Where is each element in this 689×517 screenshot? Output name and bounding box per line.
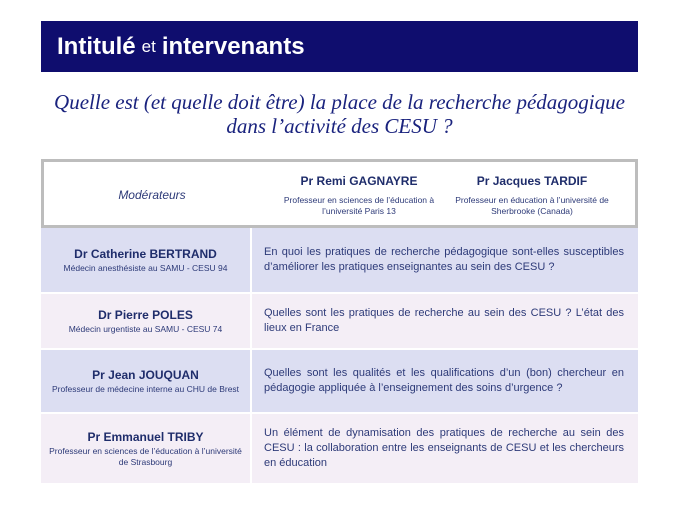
moderators-box <box>41 159 638 228</box>
speaker-role: Professeur de médecine interne au CHU de Brest <box>51 383 240 394</box>
speaker-name: Dr Pierre POLES <box>98 307 193 322</box>
speaker-row <box>41 414 638 485</box>
moderator-name: Pr Jacques TARDIF <box>476 174 588 188</box>
speaker-cell <box>41 414 252 483</box>
moderators-label: Modérateurs <box>118 188 186 202</box>
moderator-2 <box>442 174 622 217</box>
speaker-topic: Quelles sont les pratiques de recherche au sein des CESU ? L’état des lieux en France <box>264 307 624 334</box>
slide-header <box>41 21 638 72</box>
speaker-name: Dr Catherine BERTRAND <box>74 246 217 261</box>
speaker-role: Médecin urgentiste au SAMU - CESU 74 <box>68 323 223 334</box>
moderator-1 <box>269 174 449 217</box>
speaker-role: Professeur en sciences de l’éducation à l’université de Strasbourg <box>49 445 242 467</box>
speaker-name: Pr Jean JOUQUAN <box>92 367 199 382</box>
speaker-topic: En quoi les pratiques de recherche pédagogique sont-elles susceptibles d’améliorer les pratiques enseignantes au sein des CESU ? <box>264 246 624 273</box>
speaker-row <box>41 294 638 350</box>
speakers-table <box>41 228 638 485</box>
moderator-role: Professeur en sciences de l’éducation à l’université Paris 13 <box>283 195 435 216</box>
moderator-name: Pr Remi GAGNAYRE <box>300 174 418 188</box>
slide-subtitle: Quelle est (et quelle doit être) la place de la recherche pédagogique dans l’activité des CESU ? <box>54 90 625 138</box>
speaker-cell <box>41 350 252 412</box>
moderator-role: Professeur en éducation à l’université de Sherbrooke (Canada) <box>455 195 609 216</box>
speaker-row <box>41 350 638 414</box>
speaker-topic: Un élément de dynamisation des pratiques de recherche au sein des CESU : la collaboration entre les enseignants de CESU et les chercheurs en éducation <box>264 427 624 469</box>
header-title-part2: intervenants <box>161 32 305 60</box>
speaker-row <box>41 228 638 294</box>
speaker-topic: Quelles sont les qualités et les qualifications d’un (bon) chercheur en pédagogie appliquée à l’enseignement des soins d’urgence ? <box>264 367 624 394</box>
speaker-name: Pr Emmanuel TRIBY <box>87 429 204 444</box>
speaker-role: Médecin anesthésiste au SAMU - CESU 94 <box>63 262 228 273</box>
speaker-cell <box>41 228 252 292</box>
speaker-cell <box>41 294 252 348</box>
header-title-connector: et <box>141 36 156 56</box>
header-title-part1: Intitulé <box>57 32 136 60</box>
